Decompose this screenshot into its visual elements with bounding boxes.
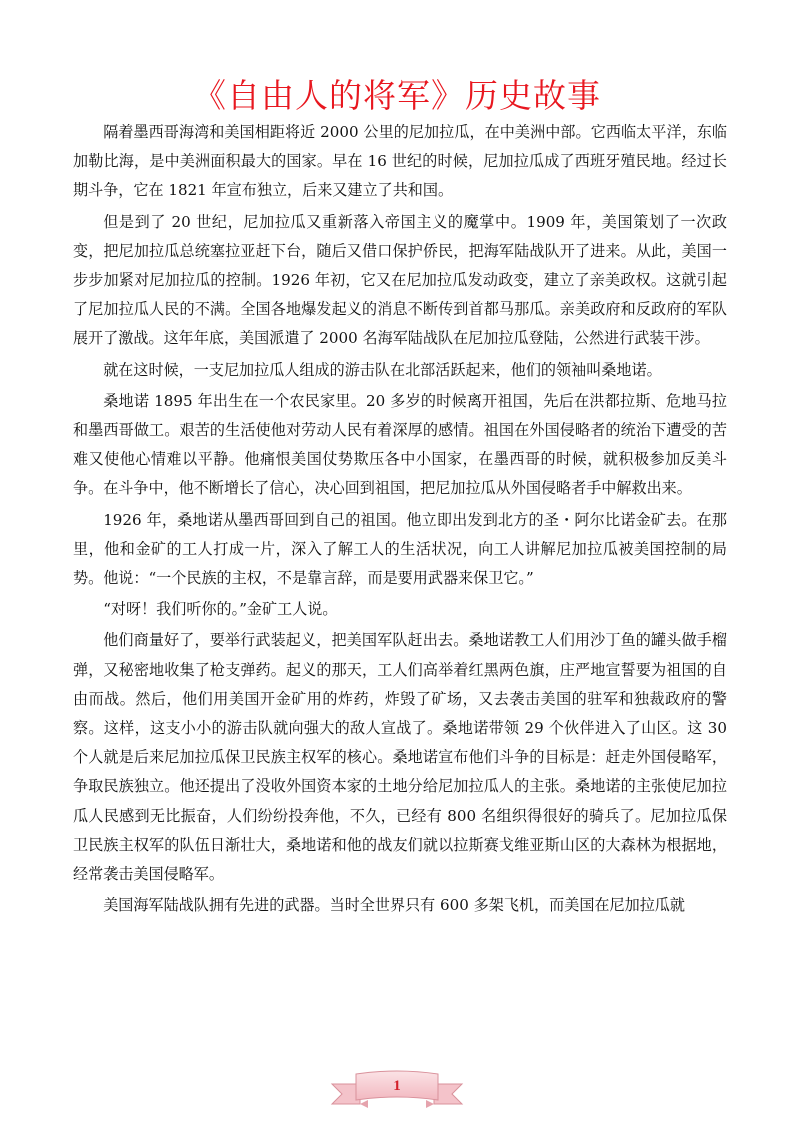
paragraph: 隔着墨西哥海湾和美国相距将近 2000 公里的尼加拉瓜，在中美洲中部。它西临太平洋，东临加勒比海，是中美洲面积最大的国家。早在 16 世纪的时候，尼加拉瓜成了西班牙殖民地。经过长期斗争，它在 1821 年宣布独立，后来又建立了共和国。 xyxy=(73,123,727,200)
page-number-ribbon xyxy=(330,1064,464,1114)
paragraph: 就在这时候，一支尼加拉瓜人组成的游击队在北部活跃起来，他们的领袖叫桑地诺。 xyxy=(103,360,662,379)
page-title: 《自由人的将军》历史故事 xyxy=(193,76,601,115)
paragraph: 美国海军陆战队拥有先进的武器。当时全世界只有 600 多架飞机，而美国在尼加拉瓜就 xyxy=(103,896,685,915)
paragraph: 但是到了 20 世纪，尼加拉瓜又重新落入帝国主义的魔掌中。1909 年，美国策划了一次政变，把尼加拉瓜总统塞拉亚赶下台，随后又借口保护侨民，把海军陆战队开了进来。从此，美国一步步加紧对尼加拉瓜的控制。1926 年初，它又在尼加拉瓜发动政变，建立了亲美政权。这就引起了尼加拉瓜人民的不满。全国各地爆发起义的消息不断传到首都马那瓜。亲美政府和反政府的军队展开了激战。这年年底，美国派遣了 2000 名海军陆战队在尼加拉瓜登陆，公然进行武装干涉。 xyxy=(73,212,727,348)
paragraph: 1926 年，桑地诺从墨西哥回到自己的祖国。他立即出发到北方的圣・阿尔比诺金矿去。在那里，他和金矿的工人打成一片，深入了解工人的生活状况，向工人讲解尼加拉瓜被美国控制的局势。他说：“一个民族的主权，不是靠言辞，而是要用武器来保卫它。” xyxy=(73,510,727,588)
page-number: 1 xyxy=(393,1078,401,1094)
article-body xyxy=(73,118,727,920)
paragraph: 他们商量好了，要举行武装起义，把美国军队赶出去。桑地诺教工人们用沙丁鱼的罐头做手榴弹，又秘密地收集了枪支弹药。起义的那天，工人们高举着红黑两色旗，庄严地宣誓要为祖国的自由而战。然后，他们用美国开金矿用的炸药，炸毁了矿场，又去袭击美国的驻军和独裁政府的警察。这样，这支小小的游击队就向强大的敌人宣战了。桑地诺带领 29 个伙伴进入了山区。这 30 个人就是后来尼加拉瓜保卫民族主权军的核心。桑地诺宣布他们斗争的目标是：赶走外国侵略军，争取民族独立。他还提出了没收外国资本家的土地分给尼加拉瓜人的主张。桑地诺的主张使尼加拉瓜人民感到无比振奋，人们纷纷投奔他，不久，已经有 800 名组织得很好的骑兵了。尼加拉瓜保卫民族主权军的队伍日渐壮大，桑地诺和他的战友们就以拉斯赛戈维亚斯山区的大森林为根据地，经常袭击美国侵略军。 xyxy=(73,631,727,884)
paragraph: “对呀！我们听你的。”金矿工人说。 xyxy=(103,600,338,619)
paragraph: 桑地诺 1895 年出生在一个农民家里。20 多岁的时候离开祖国，先后在洪都拉斯、危地马拉和墨西哥做工。艰苦的生活使他对劳动人民有着深厚的感情。祖国在外国侵略者的统治下遭受的苦难又使他心情难以平静。他痛恨美国仗势欺压各中小国家，在墨西哥的时候，就积极参加反美斗争。在斗争中，他不断增长了信心，决心回到祖国，把尼加拉瓜从外国侵略者手中解救出来。 xyxy=(73,391,727,498)
